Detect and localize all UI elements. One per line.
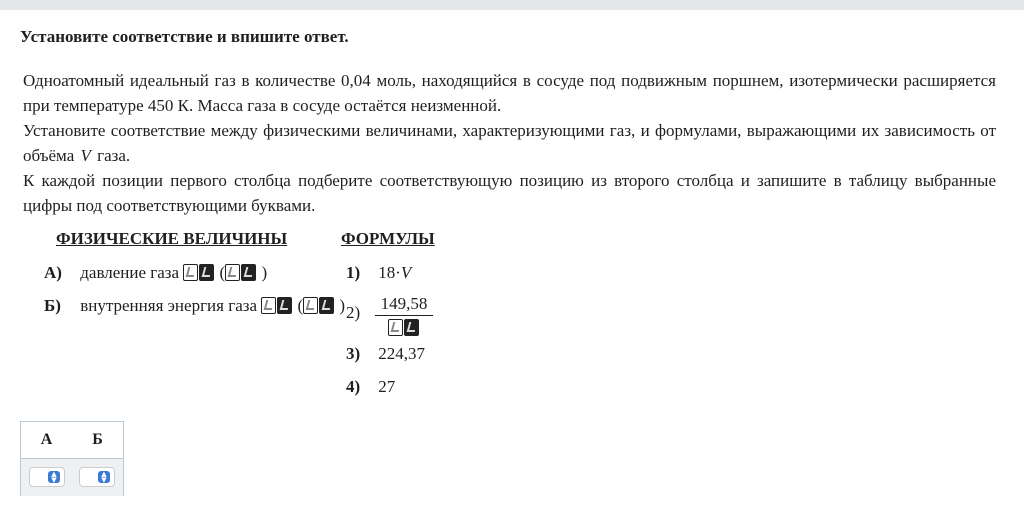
formula-2-fraction (375, 294, 433, 341)
problem-paragraph-1: Одноатомный идеальный газ в количестве 0,04 моль, находящийся в сосуде под подвижным поршнем, изотермически расширяется при температуре 450 К. Масса газа в сосуде остаётся неизменной. (23, 71, 996, 115)
answer-select-b[interactable] (79, 467, 115, 487)
quantity-label: внутренняя энергия газа (80, 296, 257, 315)
variable-v: V (80, 146, 91, 165)
formula-key: 3) (346, 344, 361, 363)
quantity-b: Б) внутренняя энергия газа ( ) (44, 296, 345, 319)
variable-v: V (400, 263, 412, 282)
formula-key: 4) (346, 377, 361, 396)
answer-table (20, 421, 124, 496)
broken-image-icon (303, 297, 335, 319)
answer-table-row (21, 459, 123, 496)
left-column-header: ФИЗИЧЕСКИЕ ВЕЛИЧИНЫ (56, 229, 288, 248)
formula-key: 1) (346, 263, 361, 282)
fraction-denominator (375, 316, 433, 341)
fraction-numerator: 149,58 (375, 294, 433, 316)
select-updown-icon: ▲ ▼ (98, 471, 110, 483)
quantity-label: давление газа (80, 263, 180, 282)
formula-1: 1) 18·V (346, 263, 412, 282)
answer-table-header (21, 422, 123, 459)
right-column-header: ФОРМУЛЫ (341, 229, 435, 248)
broken-image-icon (261, 297, 293, 319)
formula-4: 4) 27 (346, 377, 396, 396)
formula-2-key: 2) (346, 303, 361, 322)
answer-select-a[interactable] (29, 467, 65, 487)
broken-image-icon (388, 319, 420, 341)
select-updown-icon: ▲ ▼ (48, 471, 60, 483)
problem-paragraph-3: К каждой позиции первого столбца подберите соответствующую позицию из второго столбца и запишите в таблицу выбранные цифры под соответствующими буквами. (23, 171, 996, 215)
top-bar (0, 0, 1024, 10)
broken-image-icon (225, 264, 257, 286)
broken-image-icon (183, 264, 215, 286)
problem-text (23, 68, 996, 218)
quantity-key: А) (44, 263, 62, 282)
answer-header-a: А (40, 431, 53, 448)
quantity-key: Б) (44, 296, 61, 315)
quantity-a: А) давление газа ( ) (44, 263, 267, 286)
task-instruction: Установите соответствие и впишите ответ. (20, 27, 349, 46)
formula-3: 3) 224,37 (346, 344, 425, 363)
problem-paragraph-2: Установите соответствие между физическими величинами, характеризующими газ, и формулами, выражающими их зависимость от объёма V газа. (23, 121, 996, 165)
answer-header-b: Б (92, 431, 103, 448)
